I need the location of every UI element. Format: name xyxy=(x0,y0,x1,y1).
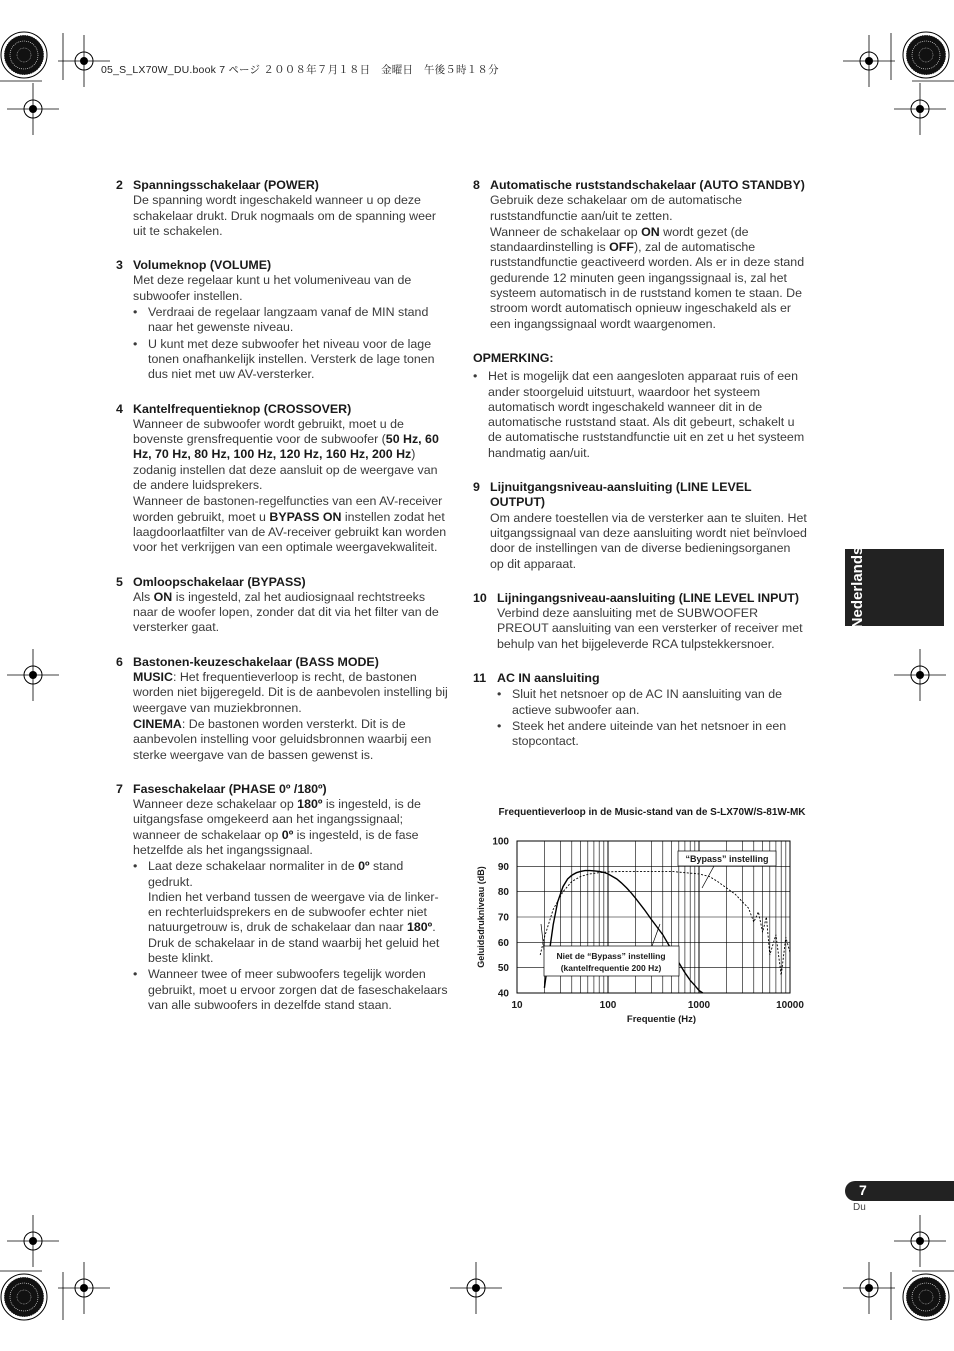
annotation-leader xyxy=(652,924,660,946)
section-6 xyxy=(116,655,450,763)
annotation-bypass: “Bypass” instelling xyxy=(685,854,769,864)
bullet-text xyxy=(148,967,450,1013)
bullet-item xyxy=(497,687,807,718)
section-heading xyxy=(116,402,450,417)
paragraph xyxy=(490,193,807,224)
section-number: 3 xyxy=(116,258,123,273)
page-number-tab xyxy=(845,1181,954,1201)
bullet-icon: • xyxy=(497,718,502,733)
section-heading xyxy=(116,655,450,670)
y-tick-label: 100 xyxy=(492,836,509,848)
bullet-icon: • xyxy=(133,859,138,874)
section-11 xyxy=(473,671,807,749)
bold-text: 50 Hz, 60 Hz, 70 Hz, 80 Hz, 100 Hz, 120 Hz, 160 Hz, 200 Hz xyxy=(133,432,439,462)
note-item xyxy=(473,369,807,461)
page-number: 7 xyxy=(859,1182,867,1198)
paragraph xyxy=(133,273,450,304)
bullet-icon: • xyxy=(133,305,138,320)
section-8 xyxy=(473,178,807,332)
paragraph xyxy=(133,494,450,555)
bullet-icon: • xyxy=(473,369,478,384)
left-column xyxy=(116,178,450,1032)
section-title: Volumeknop (VOLUME) xyxy=(133,258,272,273)
bullet-text xyxy=(512,719,807,750)
body-text: wordt gezet (de standaardinstelling is xyxy=(490,224,749,255)
body-text: De spanning wordt ingeschakeld wanneer u op deze schakelaar drukt. Druk nogmaals om de spanning weer uit te schakelen. xyxy=(133,193,437,238)
body-text: Steek het andere uiteinde van het netsnoer in een stopcontact. xyxy=(512,718,787,749)
bullet-icon: • xyxy=(133,336,138,351)
body-text: Om andere toestellen via de versterker aan te sluiten. Het uitgangssignaal van deze aansluiting wordt niet beïnvloed door de instellingen van de diverse bedieningsorganen op dit apparaat. xyxy=(490,510,807,571)
section-title: AC IN aansluiting xyxy=(497,671,600,686)
section-heading xyxy=(116,575,450,590)
x-tick-label: 100 xyxy=(599,1000,617,1011)
bold-text: 0º xyxy=(281,827,294,842)
bold-text: CINEMA xyxy=(133,716,182,731)
annotation-crossover-line1: Niet de “Bypass” instelling xyxy=(556,951,666,961)
paragraph xyxy=(133,193,450,239)
annotation-crossover-line2: (kantelfrequentie 200 Hz) xyxy=(560,963,662,973)
bold-text: 0º xyxy=(358,859,370,874)
bold-text: 180º xyxy=(406,920,433,935)
chart-title: Frequentieverloop in de Music-stand van de S-LX70W/S-81W-MK xyxy=(498,807,806,818)
section-heading xyxy=(473,178,807,193)
bold-text: BYPASS ON xyxy=(269,509,342,524)
section-number: 11 xyxy=(473,671,487,686)
body-text: is ingesteld, is de uitgangsfase omgekeerd aan het ingangssignaal; wanneer de schakelaar op xyxy=(133,797,421,842)
body-text: : De bastonen worden versterkt. Dit is de aanbevolen instelling voor geluidsbronnen waarbij een sterke weergave van de bassen gewenst is. xyxy=(133,716,432,762)
bullet-icon: • xyxy=(497,687,502,702)
section-4 xyxy=(116,402,450,556)
section-number: 4 xyxy=(116,401,123,416)
body-text: . Druk de schakelaar in de stand waarbij het geluid het beste klinkt. xyxy=(148,920,440,966)
right-column xyxy=(473,178,807,769)
body-text: Verdraai de regelaar langzaam vanaf de MIN stand naar het gewenste niveau. xyxy=(148,305,429,335)
language-side-tab xyxy=(845,546,944,629)
bold-text: ON xyxy=(641,224,660,239)
paragraph xyxy=(133,590,450,636)
section-title: Kantelfrequentieknop (CROSSOVER) xyxy=(133,401,352,416)
annotation-leader xyxy=(702,866,714,888)
bold-text: OFF xyxy=(609,240,634,255)
y-tick-label: 70 xyxy=(497,912,509,924)
bullet-item xyxy=(133,967,450,1013)
bold-text: 180º xyxy=(297,797,323,812)
body-text: is ingesteld, zal het audiosignaal rechtstreeks naar de woofer lopen, zonder dat dit via het filter van de versterker gaat. xyxy=(133,589,439,635)
body-text: Gebruik deze schakelaar om de automatische ruststandfunctie aan/uit te zetten. xyxy=(490,193,743,223)
page-language-code: Du xyxy=(853,1202,866,1213)
section-2 xyxy=(116,178,450,239)
bullet-item xyxy=(497,719,807,750)
y-tick-label: 40 xyxy=(497,988,509,1000)
bold-text: MUSIC xyxy=(133,670,173,685)
language-tab-label: Nederlands xyxy=(849,546,866,629)
bullet-item xyxy=(133,305,450,336)
x-tick-label: 1000 xyxy=(687,1000,711,1011)
section-number: 2 xyxy=(116,178,123,192)
section-heading xyxy=(473,591,807,606)
section-number: 7 xyxy=(116,781,123,796)
paragraph xyxy=(133,717,450,763)
body-text: ) zodanig instellen dat deze aansluit op de weergave van de andere luidsprekers. xyxy=(133,447,438,493)
section-number: 6 xyxy=(116,654,123,669)
paragraph xyxy=(133,670,450,716)
bullet-text xyxy=(148,859,450,966)
bullet-icon: • xyxy=(133,967,138,982)
x-tick-label: 10 xyxy=(511,1000,523,1011)
body-text: Wanneer de schakelaar op xyxy=(490,224,642,239)
section-title: Lijningangsniveau-aansluiting (LINE LEVEL INPUT) xyxy=(497,590,799,605)
note-heading: OPMERKING: xyxy=(473,350,554,365)
section-number: 5 xyxy=(116,574,123,589)
body-text: Sluit het netsnoer op de AC IN aansluiting van de actieve subwoofer aan. xyxy=(512,687,783,717)
section-title: Automatische ruststandschakelaar (AUTO STANDBY) xyxy=(490,178,805,192)
body-text: instellen zodat het laagdoorlaatfilter van de AV-receiver gebruikt kan worden voor het verkrijgen van een optimale weergavekwaliteit. xyxy=(133,509,447,555)
paragraph xyxy=(133,797,450,858)
body-text: Laat deze schakelaar normaliter in de xyxy=(148,859,359,874)
bold-text: ON xyxy=(153,589,173,604)
section-9 xyxy=(473,480,807,572)
body-text: stand gedrukt. xyxy=(148,859,404,889)
section-heading xyxy=(116,258,450,273)
body-text: is ingesteld, is de fase hetzelfde als het ingangssignaal. xyxy=(133,827,419,857)
bullet-item xyxy=(133,859,450,966)
bullet-item xyxy=(133,337,450,383)
body-text: Verbind deze aansluiting met de SUBWOOFER PREOUT aansluiting van een versterker of receiver met behulp van het bijgeleverde RCA tulpstekkersnoer. xyxy=(497,606,803,651)
body-text: Wanneer twee of meer subwoofers tegelijk worden gebruikt, moet u ervoor zorgen dat de faseschakelaars van alle subwoofers in dezelfde stand staan. xyxy=(148,967,448,1012)
section-title: Omloopschakelaar (BYPASS) xyxy=(133,574,306,589)
y-tick-label: 80 xyxy=(497,887,509,899)
section-7 xyxy=(116,782,450,1013)
bullet-text xyxy=(148,305,450,336)
body-text: Als xyxy=(133,589,154,604)
section-5 xyxy=(116,575,450,636)
paragraph xyxy=(133,417,450,493)
section-number: 8 xyxy=(473,178,480,192)
note-block xyxy=(473,351,807,461)
x-axis-label: Frequentie (Hz) xyxy=(626,1014,697,1025)
body-text: U kunt met deze subwoofer het niveau voor de lage tonen onafhankelijk instellen. Versterk de lage tonen dus niet met uw AV-versterker. xyxy=(148,336,435,382)
section-heading xyxy=(473,671,807,686)
bullet-continuation xyxy=(148,890,450,966)
body-text: Wanneer de bastonen-regelfuncties van een AV-receiver worden gebruikt, moet u xyxy=(133,494,443,524)
section-number: 9 xyxy=(473,480,480,495)
paragraph xyxy=(497,606,807,652)
body-text: Wanneer deze schakelaar op xyxy=(133,797,298,812)
section-number: 10 xyxy=(473,590,487,605)
y-tick-label: 60 xyxy=(497,937,509,949)
bullet-text xyxy=(512,687,807,718)
x-tick-label: 10000 xyxy=(776,1000,804,1011)
y-axis-label: Geluidsdrukniveau (dB) xyxy=(476,866,486,968)
section-10 xyxy=(473,591,807,652)
body-text: Indien het verband tussen de weergave via de linker- en rechterluidsprekers en de subwoofer echter niet natuurgetrouw is, druk de schakelaar dan naar xyxy=(148,889,439,935)
section-heading xyxy=(473,480,807,511)
note-text: Het is mogelijk dat een aangesloten apparaat ruis of een ander stoorgeluid uitstuurt, waardoor het systeem automatisch wordt ingeschakeld wanneer dit in de automatische ruststand staat. Als dit gebeurt, schakelt u de automatische ruststandfunctie uit en zet u het systeem handmatig aan/uit. xyxy=(488,369,805,460)
frequency-response-chart xyxy=(470,832,810,1027)
y-tick-label: 50 xyxy=(497,963,509,975)
body-text: Wanneer de subwoofer wordt gebruikt, moet u de bovenste grensfrequentie voor de subwoofer ( xyxy=(133,416,404,447)
print-header: 05_S_LX70W_DU.book 7 ページ ２００８年７月１８日 金曜日 午後５時１８分 xyxy=(101,64,499,76)
section-title: Lijnuitgangsniveau-aansluiting (LINE LEVEL OUTPUT) xyxy=(490,480,752,510)
section-heading xyxy=(116,178,450,193)
bullet-text xyxy=(148,337,450,383)
paragraph xyxy=(490,511,807,572)
body-text: : Het frequentieverloop is recht, de bastonen worden niet bijgeregeld. Dit is de aanbevolen instelling bij weergave van muziekbronnen. xyxy=(133,670,448,715)
y-tick-label: 90 xyxy=(497,861,509,873)
section-title: Faseschakelaar (PHASE 0º /180º) xyxy=(133,781,327,796)
paragraph xyxy=(490,225,807,332)
section-3 xyxy=(116,258,450,382)
section-heading xyxy=(116,782,450,797)
body-text: ), zal de automatische ruststandfunctie geactiveerd worden. Als er in deze stand gedurende 12 minuten geen ingangssignaal is, zal het systeem automatisch in de ruststand komen te staan. De stroom wordt automatisch opnieuw ingeschakeld als er een ingangssignaal wordt waargenomen. xyxy=(490,240,805,331)
section-title: Spanningsschakelaar (POWER) xyxy=(133,178,319,192)
body-text: Met deze regelaar kunt u het volumeniveau van de subwoofer instellen. xyxy=(133,273,412,303)
section-title: Bastonen-keuzeschakelaar (BASS MODE) xyxy=(133,654,379,669)
